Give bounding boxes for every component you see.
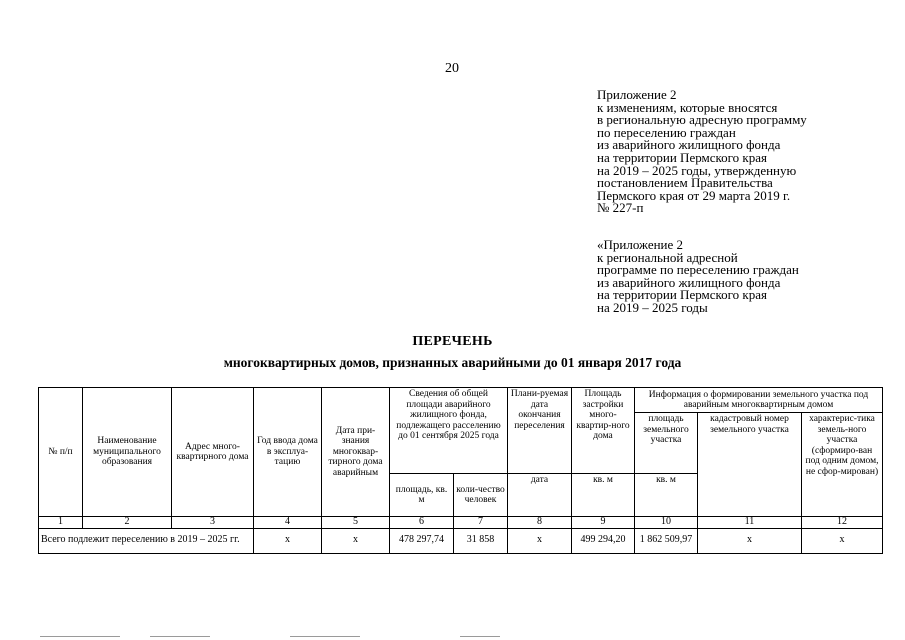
column-number: 12	[802, 517, 883, 529]
header-municipality: Наименование муниципального образования	[83, 388, 172, 517]
cut-off-next-row-fragment	[0, 632, 905, 640]
table-header-row	[39, 388, 883, 413]
document-subtitle: многоквартирных домов, признанных аварийными до 01 января 2017 года	[223, 355, 682, 370]
total-emergency-date: x	[322, 528, 390, 553]
column-number: 10	[635, 517, 698, 529]
total-row	[39, 528, 883, 553]
header-emergency-date: Дата при-знания многоквар-тирного дома аварийным	[322, 388, 390, 517]
header-sqm-unit: кв. м	[572, 474, 635, 517]
column-number: 1	[39, 517, 83, 529]
column-number: 5	[322, 517, 390, 529]
appendix-program-line: из аварийного жилищного фонда	[597, 274, 781, 290]
total-building-area: 499 294,20	[572, 528, 635, 553]
column-number: 3	[172, 517, 254, 529]
total-cadastral-number: x	[698, 528, 802, 553]
appendix-amendment-block	[597, 89, 867, 215]
column-number: 8	[508, 517, 572, 529]
appendix-line: по переселению граждан	[597, 124, 736, 140]
column-number: 11	[698, 517, 802, 529]
total-land-area: 1 862 509,97	[635, 528, 698, 553]
column-number: 6	[390, 517, 454, 529]
appendix-line: постановлением Правительства	[597, 175, 773, 191]
column-number: 9	[572, 517, 635, 529]
total-planned-date: x	[508, 528, 572, 553]
column-number: 4	[254, 517, 322, 529]
appendix-program-block	[597, 239, 867, 315]
appendix-line: на 2019 – 2025 годы, утвержденную	[597, 162, 797, 178]
appendix-line: Пермского края от 29 марта 2019 г.	[597, 187, 791, 203]
header-year-built: Год ввода дома в эксплуа-тацию	[254, 388, 322, 517]
header-index: № п/п	[39, 388, 83, 517]
appendix-program-line: к региональной адресной	[597, 249, 738, 265]
housing-registry-table	[38, 387, 883, 554]
total-people: 31 858	[454, 528, 508, 553]
appendix-program-line: программе по переселению граждан	[597, 262, 799, 278]
appendix-line: из аварийного жилищного фонда	[597, 137, 781, 153]
header-people-count: коли-чество человек	[454, 474, 508, 517]
appendix-line: на территории Пермского края	[597, 149, 767, 165]
appendix-program-line: на территории Пермского края	[597, 287, 767, 303]
appendix-line: к изменениям, которые вносятся	[597, 99, 778, 115]
header-area-sqm: площадь, кв. м	[390, 474, 454, 517]
cut-off-text-fragment	[460, 636, 500, 637]
total-year-built: x	[254, 528, 322, 553]
appendix-program-line: на 2019 – 2025 годы	[597, 299, 708, 315]
header-address: Адрес много-квартирного дома	[172, 388, 254, 517]
total-area: 478 297,74	[390, 528, 454, 553]
header-area-group: Сведения об общей площади аварийного жилищного фонда, подлежащего расселению до 01 сентября 2025 года	[390, 388, 508, 474]
total-label: Всего подлежит переселению в 2019 – 2025 гг.	[39, 528, 254, 553]
header-planned-date: Плани-руемая дата окончания переселения	[508, 388, 572, 474]
header-land-area: площадь земельного участка	[635, 413, 698, 474]
column-number: 7	[454, 517, 508, 529]
cut-off-text-fragment	[290, 636, 360, 637]
header-land-group: Информация о формировании земельного участка под аварийным многоквартирным домом	[635, 388, 883, 413]
appendix-line: № 227-п	[597, 200, 644, 216]
cut-off-text-fragment	[150, 636, 210, 637]
header-cadastral-number: кадастровый номер земельного участка	[698, 413, 802, 517]
header-sqm-unit: кв. м	[635, 474, 698, 517]
column-number-row	[39, 517, 883, 529]
document-title: ПЕРЕЧЕНЬ	[412, 334, 493, 349]
total-land-status: x	[802, 528, 883, 553]
header-building-area: Площадь застройки много-квартир-ного дома	[572, 388, 635, 474]
header-date-unit: дата	[508, 474, 572, 517]
appendix-line: Приложение 2	[597, 87, 677, 102]
column-number: 2	[83, 517, 172, 529]
appendix-program-line: «Приложение 2	[597, 237, 684, 252]
header-land-status: характерис-тика земель-ного участка (сформиро-ван под одним домом, не сфор-мирован)	[802, 413, 883, 517]
appendix-line: в региональную адресную программу	[597, 112, 807, 128]
cut-off-text-fragment	[40, 636, 120, 637]
page-number: 20	[445, 61, 459, 76]
